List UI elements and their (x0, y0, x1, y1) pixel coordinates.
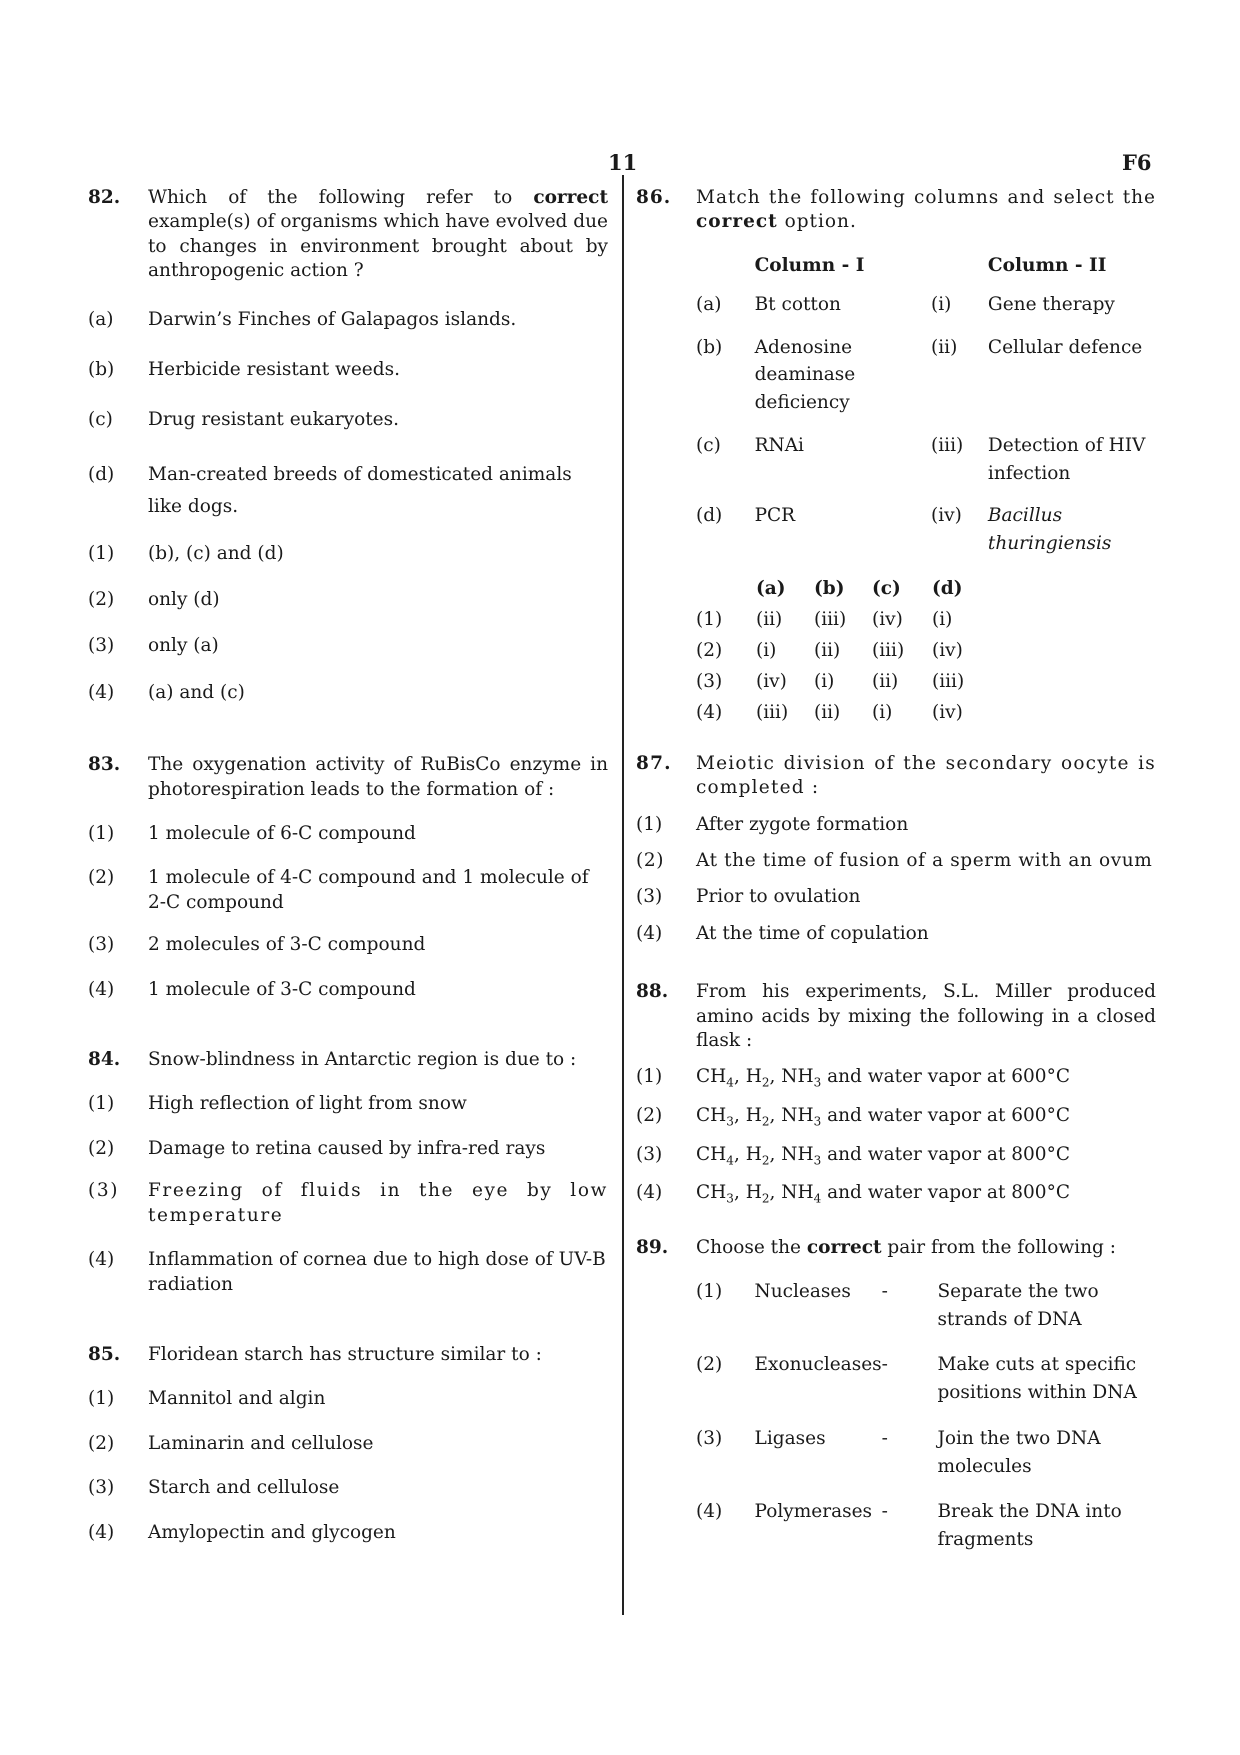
option[interactable]: (2) (i) (ii) (iii) (iv) (696, 639, 963, 661)
option[interactable]: (1) Mannitol and algin (88, 1388, 326, 1410)
question-number: 88. (636, 981, 669, 1003)
question-number: 86. (636, 187, 672, 208)
question-number: 84. (88, 1049, 121, 1071)
page-number: 11 (608, 150, 638, 175)
option[interactable]: (2) only (d) (88, 589, 220, 610)
column-2-header: Column - II (987, 254, 1107, 276)
option[interactable]: (3) Prior to ovulation (636, 886, 861, 908)
question-89 (636, 1236, 1156, 1260)
question-text: The oxygenation activity of RuBisCo enzyme in photorespiration leads to the formation of : (148, 754, 608, 800)
match-row: (c) RNAi (iii) Detection of HIV infection (696, 434, 1146, 484)
question-83 (88, 753, 608, 802)
statement: (a) Darwin’s Finches of Galapagos islands. (88, 308, 517, 330)
pairs-table (696, 1270, 1156, 1564)
option[interactable]: (2) Damage to retina caused by infra-red rays (88, 1137, 546, 1159)
question-text: Match the following columns and select the correct option. (696, 187, 1156, 233)
question-87 (636, 752, 1156, 801)
option[interactable]: (3) Ligases - Join the two DNA molecules (696, 1427, 1101, 1477)
option[interactable]: (3) (iv) (i) (ii) (iii) (696, 670, 965, 692)
option[interactable]: (1) Nucleases - Separate the two strands of DNA (696, 1280, 1099, 1330)
option[interactable]: (4) At the time of copulation (636, 922, 929, 944)
option[interactable]: (4) 1 molecule of 3-C compound (88, 978, 416, 1000)
question-text: Meiotic division of the secondary oocyte is completed : (696, 752, 1156, 799)
match-table (696, 249, 1156, 567)
option[interactable]: (3) 2 molecules of 3-C compound (88, 934, 426, 956)
question-text: Floridean starch has structure similar to : (148, 1343, 542, 1365)
statement: (b) Herbicide resistant weeds. (88, 359, 400, 381)
question-88 (636, 980, 1156, 1053)
answer-table: (a) (b) (c) (d) (1) (ii) (iii) (iv) (i) (2) (i) (ii) (iii) (iv) (3) (iv) (i) (ii) (iii) (4) (iii) (ii) (i) (iv) (696, 573, 990, 728)
option[interactable]: (2) $CH_3$, $H_2$, $NH_3$ and water vapor at 600°C (636, 1104, 1070, 1129)
question-text: Choose the correct pair from the following : (696, 1236, 1116, 1258)
question-text: From his experiments, S.L. Miller produced amino acids by mixing the following in a closed flask : (696, 981, 1156, 1052)
question-82 (88, 186, 608, 284)
option[interactable]: (3) only (a) (88, 635, 219, 657)
option[interactable]: (4) Inflammation of cornea due to high dose of UV-B radiation (88, 1249, 606, 1295)
question-85 (88, 1343, 608, 1367)
option[interactable]: (1) $CH_4$, $H_2$, $NH_3$ and water vapor at 600°C (636, 1066, 1070, 1091)
set-code: F6 (1122, 150, 1152, 175)
option[interactable]: (2) 1 molecule of 4-C compound and 1 molecule of 2-C compound (88, 867, 589, 913)
option[interactable]: (1) (ii) (iii) (iv) (i) (696, 608, 953, 630)
question-number: 83. (88, 754, 121, 776)
question-number: 87. (636, 752, 672, 774)
question-number: 82. (88, 187, 121, 208)
option[interactable]: (2) At the time of fusion of a sperm with an ovum (636, 850, 1153, 872)
option[interactable]: (1) High reflection of light from snow (88, 1093, 467, 1115)
left-column (88, 186, 608, 1545)
option[interactable]: (4) (a) and (c) (88, 681, 245, 703)
option[interactable]: (1) (b), (c) and (d) (88, 542, 284, 564)
question-text: Snow-blindness in Antarctic region is due to : (148, 1049, 577, 1071)
option[interactable]: (3) $CH_4$, $H_2$, $NH_3$ and water vapor at 800°C (636, 1143, 1070, 1168)
statement: (d) Man-created breeds of domesticated animals like dogs. (88, 463, 572, 518)
match-row: (b) Adenosine deaminase deficiency (ii) Cellular defence (696, 336, 1143, 414)
option[interactable]: (1) After zygote formation (636, 813, 909, 835)
option[interactable]: (4) Amylopectin and glycogen (88, 1521, 396, 1543)
question-84 (88, 1048, 608, 1072)
match-row: (d) PCR (iv) Bacillus thuringiensis (696, 505, 1112, 555)
option[interactable]: (2) Laminarin and cellulose (88, 1432, 374, 1454)
option[interactable]: (4) $CH_3$, $H_2$, $NH_4$ and water vapor at 800°C (636, 1182, 1070, 1206)
question-text: Which of the following refer to correct example(s) of organisms which have evolved due to changes in environment brought about by anthropogenic action ? (148, 187, 608, 282)
option[interactable]: (4) Polymerases - Break the DNA into fragments (696, 1501, 1122, 1551)
column-1-header: Column - I (754, 254, 865, 276)
right-column (636, 186, 1156, 1564)
question-number: 89. (636, 1236, 669, 1258)
option[interactable]: (2) Exonucleases - Make cuts at specific positions within DNA (696, 1354, 1137, 1404)
statement: (c) Drug resistant eukaryotes. (88, 409, 399, 431)
question-86 (636, 186, 1156, 235)
option[interactable]: (3) Freezing of fluids in the eye by low temperature (88, 1180, 608, 1226)
column-divider (622, 175, 624, 1615)
question-number: 85. (88, 1343, 121, 1365)
option[interactable]: (1) 1 molecule of 6-C compound (88, 823, 416, 845)
match-row: (a) Bt cotton (i) Gene therapy (696, 293, 1115, 315)
option[interactable]: (4) (iii) (ii) (i) (iv) (696, 701, 963, 723)
option[interactable]: (3) Starch and cellulose (88, 1477, 340, 1499)
